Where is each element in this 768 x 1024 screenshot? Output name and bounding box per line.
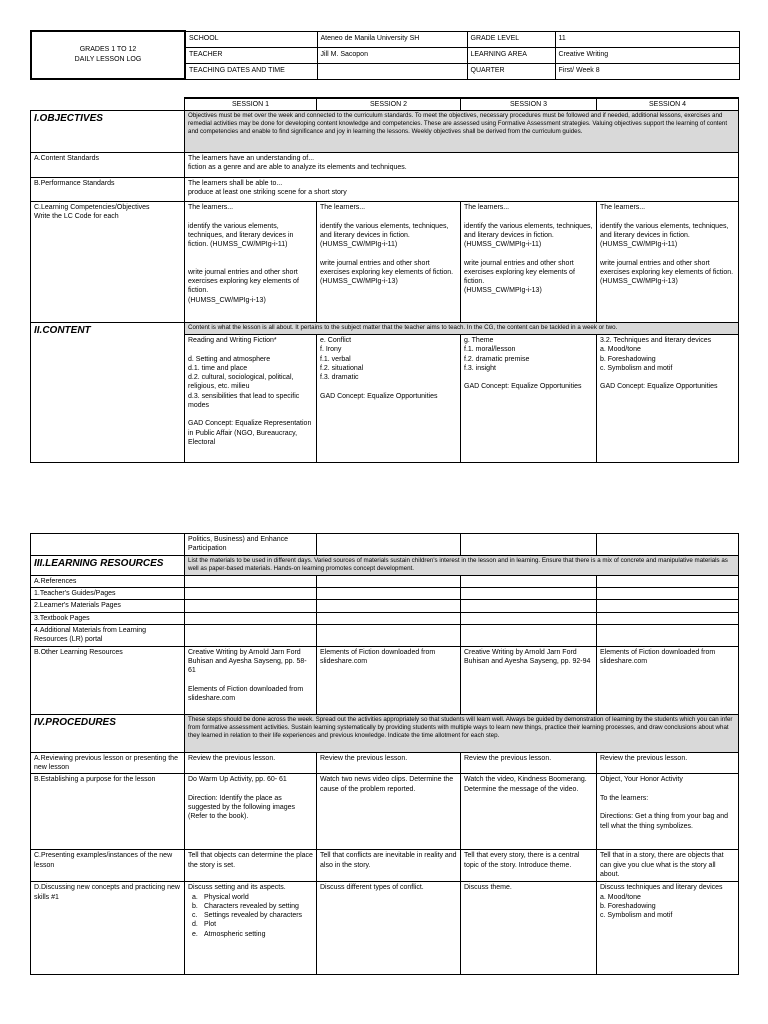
area-value: Creative Writing	[555, 47, 739, 63]
objectives-heading: I.OBJECTIVES	[31, 111, 185, 153]
blank-cell	[461, 624, 597, 646]
blank-cell	[185, 576, 317, 588]
content-standards-label: A.Content Standards	[31, 153, 185, 178]
discussing-label: D.Discussing new concepts and practicing new skills #1	[31, 882, 185, 975]
content-session-2: e. Conflict f. Irony f.1. verbal f.2. situational f.3. dramatic GAD Concept: Equalize Opportunities	[317, 335, 461, 463]
title-line-1: GRADES 1 TO 12	[79, 46, 137, 54]
content-session-3: g. Theme f.1. moral/lesson f.2. dramatic premise f.3. insight GAD Concept: Equalize Opportunities	[461, 335, 597, 463]
other-resources-label: B.Other Learning Resources	[31, 646, 185, 714]
school-label: SCHOOL	[185, 31, 317, 47]
list-item	[192, 920, 313, 929]
purpose-session-3: Watch the video, Kindness Boomerang. Determine the message of the video.	[461, 774, 597, 850]
area-label: LEARNING AREA	[467, 47, 555, 63]
list-item	[192, 911, 313, 920]
purpose-session-4: Object, Your Honor Activity To the learners: Directions: Get a thing from your bag and tell what the thing symbolizes.	[597, 774, 739, 850]
reviewing-session-2: Review the previous lesson.	[317, 752, 461, 773]
blank-cell	[461, 600, 597, 612]
log-title	[31, 31, 185, 79]
blank-cell	[317, 576, 461, 588]
blank-cell	[185, 624, 317, 646]
dates-label: TEACHING DATES AND TIME	[185, 63, 317, 79]
blank-cell	[317, 600, 461, 612]
procedures-heading: IV.PROCEDURES	[31, 714, 185, 752]
teacher-label: TEACHER	[185, 47, 317, 63]
examples-label: C.Presenting examples/instances of the new lesson	[31, 850, 185, 882]
discussing-session-4: Discuss techniques and literary devices a. Mood/tone b. Foreshadowing c. Symbolism and motif	[597, 882, 739, 975]
list-marker: c.	[192, 912, 198, 920]
competencies-session-1: The learners... identify the various elements, techniques, and literary devices in fiction. (HUMSS_CW/MPIg-i-11) write journal entries and other short exercises exploring key elements of fiction. (HUMSS_CW/MPIg-i-13)	[185, 202, 317, 323]
performance-standards-label: B.Performance Standards	[31, 178, 185, 202]
content-heading: II.CONTENT	[31, 323, 185, 463]
continuation-label-blank	[31, 534, 185, 556]
school-value: Ateneo de Manila University SH	[317, 31, 467, 47]
discussing-intro: Discuss setting and its aspects.	[188, 884, 286, 892]
blank-cell	[597, 534, 739, 556]
list-marker: b.	[192, 902, 198, 910]
blank-cell	[317, 534, 461, 556]
learners-materials-label: 2.Learner's Materials Pages	[31, 600, 185, 612]
examples-session-3: Tell that every story, there is a central topic of the story. Introduce theme.	[461, 850, 597, 882]
blank-cell	[597, 576, 739, 588]
discussing-session-1	[185, 882, 317, 975]
discussing-session-3: Discuss theme.	[461, 882, 597, 975]
competencies-session-2: The learners... identify the various elements, techniques, and literary devices in fiction. (HUMSS_CW/MPIg-i-11) write journal entries and other short exercises exploring key elements of fiction. (HUMSS_CW/MPIg-i-13)	[317, 202, 461, 323]
textbook-pages-label: 3.Textbook Pages	[31, 612, 185, 624]
procedures-note: These steps should be done across the week. Spread out the activities appropriately so that students will learn well. Always be guided by demonstration of learning by the students which you can infer from formative assessment activities. Sustain learning systematically by providing students with multiple ways to learn new things, practice their learning processes, and draw conclusions about what they learned in relation to their life experiences and previous knowledge. Indicate the time allotment for each step.	[185, 714, 739, 752]
lesson-table-page-2	[30, 533, 739, 975]
list-item-text: Plot	[204, 921, 217, 929]
reviewing-session-1: Review the previous lesson.	[185, 752, 317, 773]
dates-value	[317, 63, 467, 79]
resources-note: List the materials to be used in different days. Varied sources of materials sustain children's interest in the lesson and in learning. Ensure that there is a mix of concrete and manipulative materials as well as paper-based materials. Hands-on learning promotes concept development.	[185, 556, 739, 576]
blank-cell	[317, 612, 461, 624]
other-resources-session-3: Creative Writing by Arnold Jarn Ford Buhisan and Ayesha Sayseng, pp. 92-94	[461, 646, 597, 714]
session-2-header: SESSION 2	[317, 98, 461, 111]
blank-cell	[185, 612, 317, 624]
list-marker: a.	[192, 893, 198, 901]
content-session-1: Reading and Writing Fiction* d. Setting and atmosphere d.1. time and place d.2. cultural, sociological, political, religious, etc. milieu d.3. sensibilities that lead to specific modes GAD Concept: Equalize Representation in Public Affair (NGO, Bureaucracy, Electoral	[185, 335, 317, 463]
blank-cell	[31, 98, 185, 111]
blank-cell	[461, 534, 597, 556]
blank-cell	[597, 612, 739, 624]
examples-session-2: Tell that conflicts are inevitable in reality and also in the story.	[317, 850, 461, 882]
discussing-session-2: Discuss different types of conflict.	[317, 882, 461, 975]
blank-cell	[317, 588, 461, 600]
resources-heading: III.LEARNING RESOURCES	[31, 556, 185, 576]
references-label: A.References	[31, 576, 185, 588]
reviewing-session-3: Review the previous lesson.	[461, 752, 597, 773]
title-line-2: DAILY LESSON LOG	[74, 56, 142, 63]
blank-cell	[185, 600, 317, 612]
content-continuation: Politics, Business) and Enhance Participation	[185, 534, 317, 556]
blank-cell	[461, 612, 597, 624]
list-item	[192, 930, 313, 939]
content-note: Content is what the lesson is all about. It pertains to the subject matter that the teacher aims to teach. In the CG, the content can be tackled in a week or two.	[185, 323, 739, 335]
list-item-text: Atmospheric setting	[204, 930, 266, 938]
teachers-guides-label: 1.Teacher's Guides/Pages	[31, 588, 185, 600]
session-4-header: SESSION 4	[597, 98, 739, 111]
list-item	[192, 893, 313, 902]
blank-cell	[461, 576, 597, 588]
blank-cell	[317, 624, 461, 646]
competencies-session-4: The learners... identify the various elements, techniques, and literary devices in fiction. (HUMSS_CW/MPIg-i-11) write journal entries and other short exercises exploring key elements of fiction. (HUMSS_CW/MPIg-i-13)	[597, 202, 739, 323]
list-item	[192, 902, 313, 911]
content-standards-text: The learners have an understanding of... fiction as a genre and are able to analyze its elements and techniques.	[185, 153, 739, 178]
blank-cell	[185, 588, 317, 600]
blank-cell	[461, 588, 597, 600]
list-item-text: Characters revealed by setting	[204, 902, 299, 910]
other-resources-session-1: Creative Writing by Arnold Jarn Ford Buhisan and Ayesha Sayseng, pp. 58- 61 Elements of Fiction downloaded from slideshare.com	[185, 646, 317, 714]
reviewing-label: A.Reviewing previous lesson or presenting the new lesson	[31, 752, 185, 773]
lesson-table-page-1	[30, 97, 739, 463]
list-item-text: Physical world	[204, 893, 249, 901]
purpose-label: B.Establishing a purpose for the lesson	[31, 774, 185, 850]
performance-standards-text: The learners shall be able to... produce at least one striking scene for a short story	[185, 178, 739, 202]
objectives-note: Objectives must be met over the week and connected to the curriculum standards. To meet the objectives, necessary procedures must be followed and if needed, additional lessons, exercises and remedial activities may be done for developing content knowledge and competencies. These are assessed using Formative Assessment strategies. Valuing objectives support the learning of content and competencies and enable to find significance and joy in learning the lessons. Weekly objectives shall be derived from the curriculum guides.	[185, 111, 739, 153]
additional-materials-label: 4.Additional Materials from Learning Resources (LR) portal	[31, 624, 185, 646]
examples-session-4: Tell that in a story, there are objects that can give you clue what is the story all about.	[597, 850, 739, 882]
competencies-session-3: The learners... identify the various elements, techniques, and literary devices in fiction. (HUMSS_CW/MPIg-i-11) write journal entries and other short exercises exploring key elements of fiction. (HUMSS_CW/MPIg-i-13)	[461, 202, 597, 323]
reviewing-session-4: Review the previous lesson.	[597, 752, 739, 773]
grade-label: GRADE LEVEL	[467, 31, 555, 47]
setting-aspects-list	[188, 893, 313, 939]
list-marker: e.	[192, 930, 198, 938]
session-3-header: SESSION 3	[461, 98, 597, 111]
purpose-session-1: Do Warm Up Activity, pp. 60- 61 Direction: Identify the place as suggested by the following images (Refer to the book).	[185, 774, 317, 850]
blank-cell	[597, 588, 739, 600]
list-marker: d.	[192, 921, 198, 929]
competencies-label: C.Learning Competencies/Objectives Write the LC Code for each	[31, 202, 185, 323]
teacher-value: Jill M. Sacopon	[317, 47, 467, 63]
blank-cell	[597, 624, 739, 646]
grade-value: 11	[555, 31, 739, 47]
header-table	[30, 30, 740, 80]
session-1-header: SESSION 1	[185, 98, 317, 111]
content-session-4: 3.2. Techniques and literary devices a. Mood/tone b. Foreshadowing c. Symbolism and motif GAD Concept: Equalize Opportunities	[597, 335, 739, 463]
examples-session-1: Tell that objects can determine the place the story is set.	[185, 850, 317, 882]
other-resources-session-2: Elements of Fiction downloaded from slideshare.com	[317, 646, 461, 714]
other-resources-session-4: Elements of Fiction downloaded from slideshare.com	[597, 646, 739, 714]
quarter-value: First/ Week 8	[555, 63, 739, 79]
quarter-label: QUARTER	[467, 63, 555, 79]
list-item-text: Settings revealed by characters	[204, 912, 303, 920]
purpose-session-2: Watch two news video clips. Determine the cause of the problem reported.	[317, 774, 461, 850]
blank-cell	[597, 600, 739, 612]
